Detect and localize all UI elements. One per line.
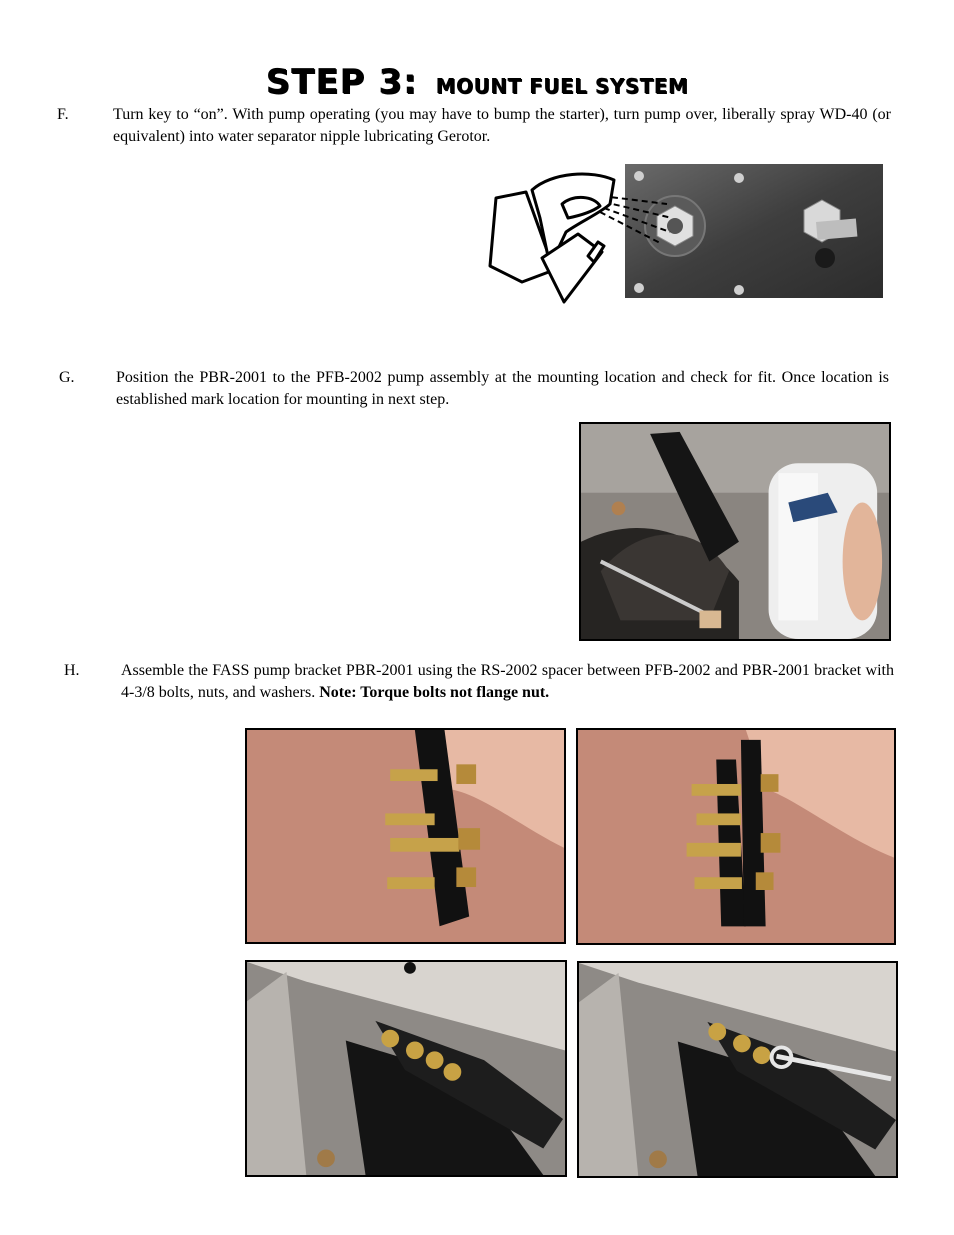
title-step: STEP 3: — [265, 62, 418, 102]
photo-mounted-1 — [245, 960, 567, 1177]
step-f-text: Turn key to “on”. With pump operating (you may have to bump the starter), turn pump over, liberally spray WD-40 (or equivalent) into water separator nipple lubricating Gerotor. — [113, 106, 891, 145]
step-h-note: Note: Torque bolts not flange nut. — [319, 684, 550, 701]
page-title — [0, 62, 954, 102]
step-g-text: Position the PBR-2001 to the PFB-2002 pump assembly at the mounting location and check for fit. Once location is established mark location for mounting in next step. — [116, 369, 889, 408]
photo-assembly-1 — [245, 728, 566, 944]
photo-bracket-fit — [579, 422, 891, 641]
spray-illustration — [482, 162, 885, 310]
step-h-body: Assemble the FASS pump bracket PBR-2001 using the RS-2002 spacer between PFB-2002 and PBR-2001 bracket with 4-3/8 bolts, nuts, and washers. — [121, 662, 894, 701]
step-h-text — [121, 660, 894, 704]
photo-mounted-2 — [577, 961, 898, 1178]
photo-assembly-2 — [576, 728, 896, 945]
step-g-letter: G. — [59, 369, 75, 386]
step-f-letter: F. — [57, 106, 69, 123]
title-section: MOUNT FUEL SYSTEM — [435, 74, 689, 98]
step-h-letter: H. — [64, 662, 80, 679]
